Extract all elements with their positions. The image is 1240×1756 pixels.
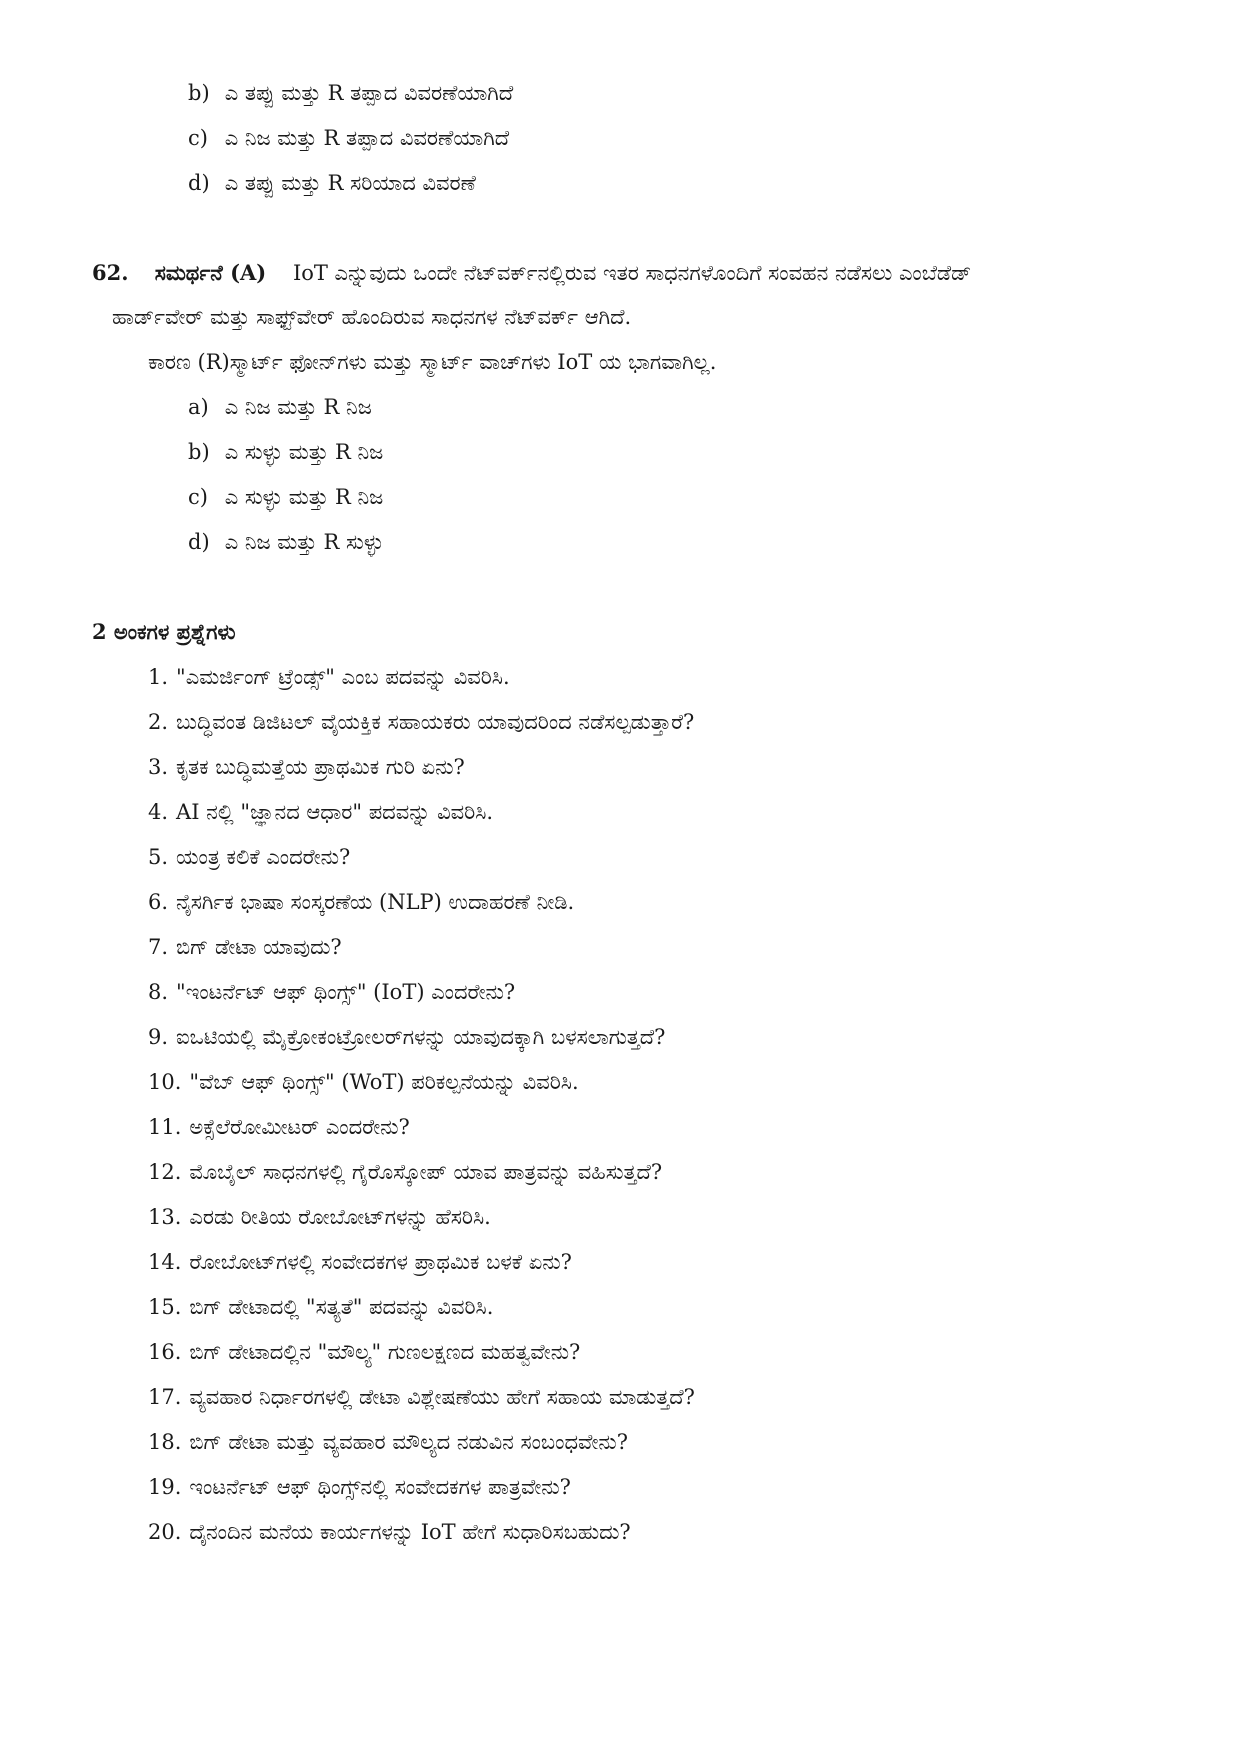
- question-number: 1.: [148, 665, 169, 689]
- question-item: [148, 977, 515, 1007]
- question-item: [148, 932, 342, 962]
- question-text: "ವೆಬ್ ಆಫ್ ಥಿಂಗ್ಸ್" (WoT) ಪರಿಕಲ್ಪನೆಯನ್ನು ವಿವರಿಸಿ.: [189, 1070, 579, 1094]
- question-number: 17.: [148, 1385, 182, 1409]
- q62-option-b: b) ಎ ಸುಳ್ಳು ಮತ್ತು R ನಿಜ: [188, 440, 384, 464]
- question-text: ಐಒಟಿಯಲ್ಲಿ ಮೈಕ್ರೋಕಂಟ್ರೋಲರ್‌ಗಳನ್ನು ಯಾವುದಕ್ಕಾಗಿ ಬಳಸಲಾಗುತ್ತದೆ?: [176, 1025, 666, 1049]
- question-number: 3.: [148, 755, 169, 779]
- question-item: [148, 1472, 571, 1502]
- q62-option-a: a) ಎ ನಿಜ ಮತ್ತು R ನಿಜ: [188, 395, 372, 419]
- question-item: [148, 1517, 631, 1547]
- q62-assertion-label: ಸಮರ್ಥನೆ (A): [154, 260, 267, 285]
- question-item: [148, 1067, 579, 1097]
- question-item: [148, 1382, 695, 1412]
- question-text: ಅಕ್ಸೆಲೆರೋಮೀಟರ್ ಎಂದರೇನು?: [189, 1115, 410, 1139]
- question-number: 10.: [148, 1070, 182, 1094]
- question-number: 2.: [148, 710, 169, 734]
- question-item: [148, 1022, 665, 1052]
- question-item: [148, 662, 510, 692]
- question-text: ಎರಡು ರೀತಿಯ ರೋಬೋಟ್‌ಗಳನ್ನು ಹೆಸರಿಸಿ.: [189, 1205, 491, 1229]
- question-text: ಇಂಟರ್ನೆಟ್ ಆಫ್ ಥಿಂಗ್ಸ್‌ನಲ್ಲಿ ಸಂವೇದಕಗಳ ಪಾತ್ರವೇನು?: [189, 1475, 571, 1499]
- question-text: ಬಿಗ್ ಡೇಟಾ ಮತ್ತು ವ್ಯವಹಾರ ಮೌಲ್ಯದ ನಡುವಿನ ಸಂಬಂಧವೇನು?: [189, 1430, 628, 1454]
- question-number: 13.: [148, 1205, 182, 1229]
- question-text: AI ನಲ್ಲಿ "ಜ್ಞಾನದ ಆಧಾರ" ಪದವನ್ನು ವಿವರಿಸಿ.: [176, 800, 494, 824]
- question-text: ಬಿಗ್ ಡೇಟಾದಲ್ಲಿನ "ಮೌಲ್ಯ" ಗುಣಲಕ್ಷಣದ ಮಹತ್ವವೇನು?: [189, 1340, 581, 1364]
- question-item: [148, 1157, 662, 1187]
- question-item: [148, 707, 694, 737]
- question-text: ನೈಸರ್ಗಿಕ ಭಾಷಾ ಸಂಸ್ಕರಣೆಯ (NLP) ಉದಾಹರಣೆ ನೀಡಿ.: [176, 890, 575, 914]
- question-item: [148, 842, 350, 872]
- question-text: ಮೊಬೈಲ್ ಸಾಧನಗಳಲ್ಲಿ ಗೈರೊಸ್ಕೋಪ್ ಯಾವ ಪಾತ್ರವನ್ನು ವಹಿಸುತ್ತದೆ?: [189, 1160, 663, 1184]
- question-item: [148, 1202, 491, 1232]
- question-number: 15.: [148, 1295, 182, 1319]
- question-item: [148, 1427, 628, 1457]
- prev-option-c: c) ಎ ನಿಜ ಮತ್ತು R ತಪ್ಪಾದ ವಿವರಣೆಯಾಗಿದೆ: [188, 126, 510, 150]
- question-number: 19.: [148, 1475, 182, 1499]
- question-item: [148, 752, 465, 782]
- q62-number: 62.: [92, 260, 129, 285]
- question-item: [148, 1337, 580, 1367]
- question-number: 14.: [148, 1250, 182, 1274]
- question-number: 12.: [148, 1160, 182, 1184]
- q62-assertion-text: IoT ಎನ್ನುವುದು ಒಂದೇ ನೆಟ್‌ವರ್ಕ್‌ನಲ್ಲಿರುವ ಇತರ ಸಾಧನಗಳೊಂದಿಗೆ ಸಂವಹನ ನಡೆಸಲು ಎಂಬೆಡೆಡ್: [292, 261, 972, 285]
- question-text: ಬಿಗ್ ಡೇಟಾ ಯಾವುದು?: [176, 935, 342, 959]
- question-item: [148, 1292, 493, 1322]
- question-text: ಯಂತ್ರ ಕಲಿಕೆ ಎಂದರೇನು?: [176, 845, 351, 869]
- prev-option-d: d) ಎ ತಪ್ಪು ಮತ್ತು R ಸರಿಯಾದ ವಿವರಣೆ: [188, 171, 476, 195]
- question-text: ದೈನಂದಿನ ಮನೆಯ ಕಾರ್ಯಗಳನ್ನು IoT ಹೇಗೆ ಸುಧಾರಿಸಬಹುದು?: [189, 1520, 631, 1544]
- question-text: ಬಿಗ್ ಡೇಟಾದಲ್ಲಿ "ಸತ್ಯತೆ" ಪದವನ್ನು ವಿವರಿಸಿ.: [189, 1295, 494, 1319]
- question-item: [148, 1112, 410, 1142]
- q62-reason: ಕಾರಣ (R)ಸ್ಮಾರ್ಟ್ ಫೋನ್‌ಗಳು ಮತ್ತು ಸ್ಮಾರ್ಟ್ ವಾಚ್‌ಗಳು IoT ಯ ಭಾಗವಾಗಿಲ್ಲ.: [148, 350, 717, 374]
- question-item: [148, 887, 574, 917]
- question-text: "ಇಂಟರ್ನೆಟ್ ಆಫ್ ಥಿಂಗ್ಸ್" (IoT) ಎಂದರೇನು?: [176, 980, 516, 1004]
- question-number: 9.: [148, 1025, 169, 1049]
- question-item: [148, 1247, 572, 1277]
- q62-option-d: d) ಎ ನಿಜ ಮತ್ತು R ಸುಳ್ಳು: [188, 530, 384, 554]
- q62-assertion-cont: ಹಾರ್ಡ್‌ವೇರ್ ಮತ್ತು ಸಾಫ್ಟ್‌ವೇರ್ ಹೊಂದಿರುವ ಸಾಧನಗಳ ನೆಟ್‌ವರ್ಕ್ ಆಗಿದೆ.: [112, 305, 632, 329]
- question-text: ರೋಬೋಟ್‌ಗಳಲ್ಲಿ ಸಂವೇದಕಗಳ ಪ್ರಾಥಮಿಕ ಬಳಕೆ ಏನು?: [189, 1250, 572, 1274]
- question-number: 7.: [148, 935, 169, 959]
- question-number: 5.: [148, 845, 169, 869]
- question-text: ಬುದ್ಧಿವಂತ ಡಿಜಿಟಲ್ ವೈಯಕ್ತಿಕ ಸಹಾಯಕರು ಯಾವುದರಿಂದ ನಡೆಸಲ್ಪಡುತ್ತಾರೆ?: [176, 710, 695, 734]
- question-number: 8.: [148, 980, 169, 1004]
- question-text: ಕೃತಕ ಬುದ್ಧಿಮತ್ತೆಯ ಪ್ರಾಥಮಿಕ ಗುರಿ ಏನು?: [176, 755, 465, 779]
- prev-option-b: b) ಎ ತಪ್ಪು ಮತ್ತು R ತಪ್ಪಾದ ವಿವರಣೆಯಾಗಿದೆ: [188, 81, 514, 105]
- question-number: 11.: [148, 1115, 182, 1139]
- section-heading: 2 ಅಂಕಗಳ ಪ್ರಶ್ನೆಗಳು: [92, 619, 236, 644]
- question-number: 18.: [148, 1430, 182, 1454]
- question-number: 20.: [148, 1520, 182, 1544]
- question-number: 6.: [148, 890, 169, 914]
- question-number: 4.: [148, 800, 169, 824]
- q62-assertion: [92, 258, 971, 288]
- question-number: 16.: [148, 1340, 182, 1364]
- question-text: ವ್ಯವಹಾರ ನಿರ್ಧಾರಗಳಲ್ಲಿ ಡೇಟಾ ವಿಶ್ಲೇಷಣೆಯು ಹೇಗೆ ಸಹಾಯ ಮಾಡುತ್ತದೆ?: [189, 1385, 695, 1409]
- question-item: [148, 797, 493, 827]
- q62-option-c: c) ಎ ಸುಳ್ಳು ಮತ್ತು R ನಿಜ: [188, 485, 384, 509]
- question-text: "ಎಮರ್ಜಿಂಗ್ ಟ್ರೆಂಡ್ಸ್" ಎಂಬ ಪದವನ್ನು ವಿವರಿಸಿ.: [176, 665, 510, 689]
